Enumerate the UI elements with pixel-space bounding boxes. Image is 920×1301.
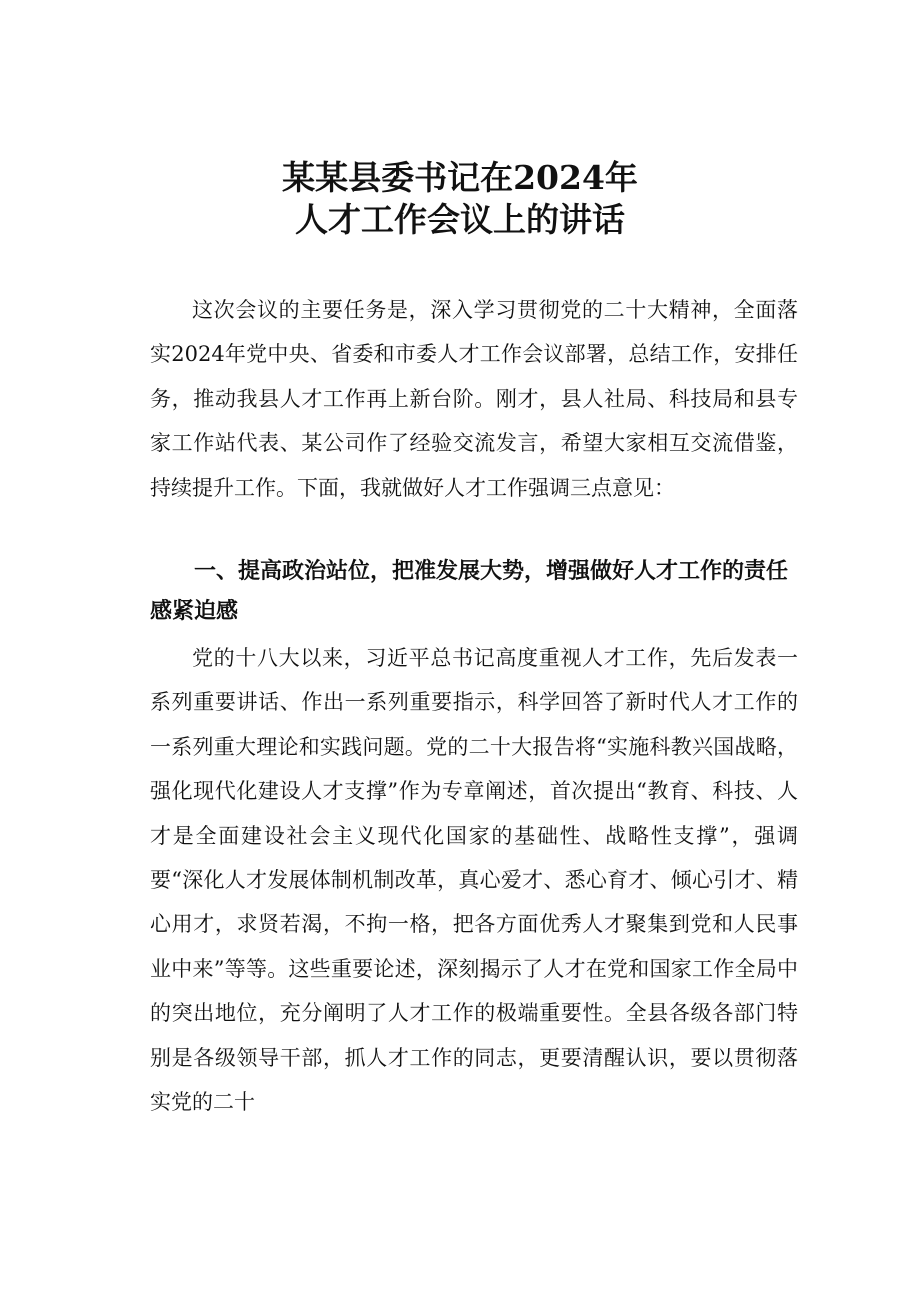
document-title-line-1: 某某县委书记在2024年 xyxy=(282,158,638,197)
section-1-paragraph: 党的十八大以来，习近平总书记高度重视人才工作，先后发表一系列重要讲话、作出一系列重要指示，科学回答了新时代人才工作的一系列重大理论和实践问题。党的二十大报告将“实施科教兴国战略，强化现代化建设人才支撑”作为专章阐述，首次提出“教育、科技、人才是全面建设社会主义现代化国家的基础性、战略性支撑”，强调要“深化人才发展体制机制改革，真心爱才、悉心育才、倾心引才、精心用才，求贤若渴，不拘一格，把各方面优秀人才聚集到党和人民事业中来”等等。这些重要论述，深刻揭示了人才在党和国家工作全局中的突出地位，充分阐明了人才工作的极端重要性。全县各级各部门特别是各级领导干部，抓人才工作的同志，更要清醒认识，要以贯彻落实党的二十 xyxy=(150,646,798,1115)
document-title-line-2: 人才工作会议上的讲话 xyxy=(295,200,625,239)
intro-paragraph: 这次会议的主要任务是，深入学习贯彻党的二十大精神，全面落实2024年党中央、省委和市委人才工作会议部署，总结工作，安排任务，推动我县人才工作再上新台阶。刚才，县人社局、科技局和县专家工作站代表、某公司作了经验交流发言，希望大家相互交流借鉴，持续提升工作。下面，我就做好人才工作强调三点意见： xyxy=(150,298,798,500)
section-heading-1: 一、提高政治站位，把准发展大势，增强做好人才工作的责任感紧迫感 xyxy=(150,559,789,624)
